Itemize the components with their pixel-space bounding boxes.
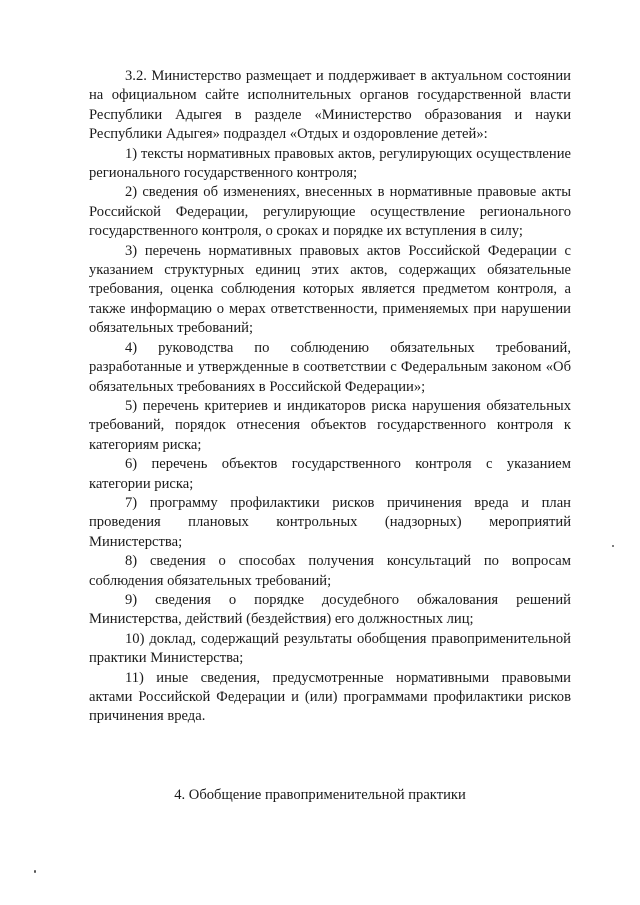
paragraph-3-2: 3.2. Министерство размещает и поддерживает в актуальном состоянии на официальном сайте исполнительных органов государственной власти Республики Адыгея в разделе «Министерство образования и науки Республики Адыгея» подраздел «Отдых и оздоровление детей»: bbox=[89, 68, 571, 143]
list-item-6: 6) перечень объектов государственного контроля с указанием категории риска; bbox=[89, 456, 571, 492]
list-item-4: 4) руководства по соблюдению обязательных требований, разработанные и утвержденные в соответствии с Федеральным законом «Об обязательных требованиях в Российской Федерации»; bbox=[89, 339, 571, 395]
list-item-8: 8) сведения о способах получения консультаций по вопросам соблюдения обязательных требований; bbox=[89, 553, 571, 589]
list-item-5: 5) перечень критериев и индикаторов риска нарушения обязательных требований, порядок отнесения объектов государственного контроля к категориям риска; bbox=[89, 397, 571, 453]
list-item-10: 10) доклад, содержащий результаты обобщения правоприменительной практики Министерства; bbox=[89, 630, 571, 667]
scan-speck bbox=[34, 870, 36, 873]
list-item-9: 9) сведения о порядке досудебного обжалования решений Министерства, действий (бездействия) его должностных лиц; bbox=[89, 591, 571, 628]
list-item-3: 3) перечень нормативных правовых актов Российской Федерации с указанием структурных единиц этих актов, содержащих обязательные требования, оценка соблюдения которых является предметом контроля, а также информацию о мерах ответственности, применяемых при нарушении обязательных требований; bbox=[89, 242, 571, 337]
list-item-2: 2) сведения об изменениях, внесенных в нормативные правовые акты Российской Федерации, регулирующие осуществление регионального государственного контроля, о сроках и порядке их вступления в силу; bbox=[89, 184, 571, 240]
document-body bbox=[89, 67, 571, 727]
list-item-7: 7) программу профилактики рисков причинения вреда и план проведения плановых контрольных (надзорных) мероприятий Министерства; bbox=[89, 494, 571, 550]
scan-speck bbox=[612, 545, 614, 547]
list-item-11: 11) иные сведения, предусмотренные нормативными правовыми актами Российской Федерации и (или) программами профилактики рисков причинения вреда. bbox=[89, 669, 571, 725]
section-heading: 4. Обобщение правоприменительной практики bbox=[174, 787, 466, 803]
list-item-1: 1) тексты нормативных правовых актов, регулирующих осуществление регионального государственного контроля; bbox=[89, 145, 571, 182]
